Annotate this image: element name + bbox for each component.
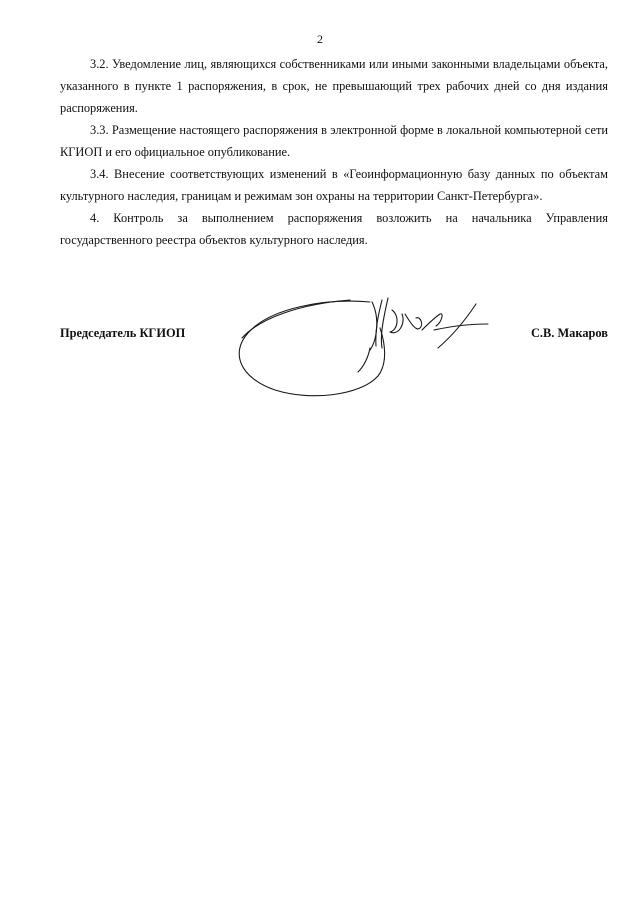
page-number: 2 [317,32,323,46]
signatory-position: Председатель КГИОП [60,326,186,340]
document-body [60,53,608,251]
signature-block [60,326,608,350]
paragraph-3-3: 3.3. Размещение настоящего распоряжения в электронной форме в локальной компьютерной сети КГИОП и его официальное опубликование. [60,123,608,159]
paragraph-4: 4. Контроль за выполнением распоряжения возложить на начальника Управления государственного реестра объектов культурного наследия. [60,211,608,247]
paragraph-3-4: 3.4. Внесение соответствующих изменений в «Геоинформационную базу данных по объектам культурного наследия, границам и режимам зон охраны на территории Санкт-Петербурга». [60,167,608,203]
signatory-name: С.В. Макаров [530,326,608,340]
paragraph-3-2: 3.2. Уведомление лиц, являющихся собственниками или иными законными владельцами объекта, указанного в пункте 1 распоряжения, в срок, не превышающий трех рабочих дней со дня издания распоряжения. [60,57,608,115]
